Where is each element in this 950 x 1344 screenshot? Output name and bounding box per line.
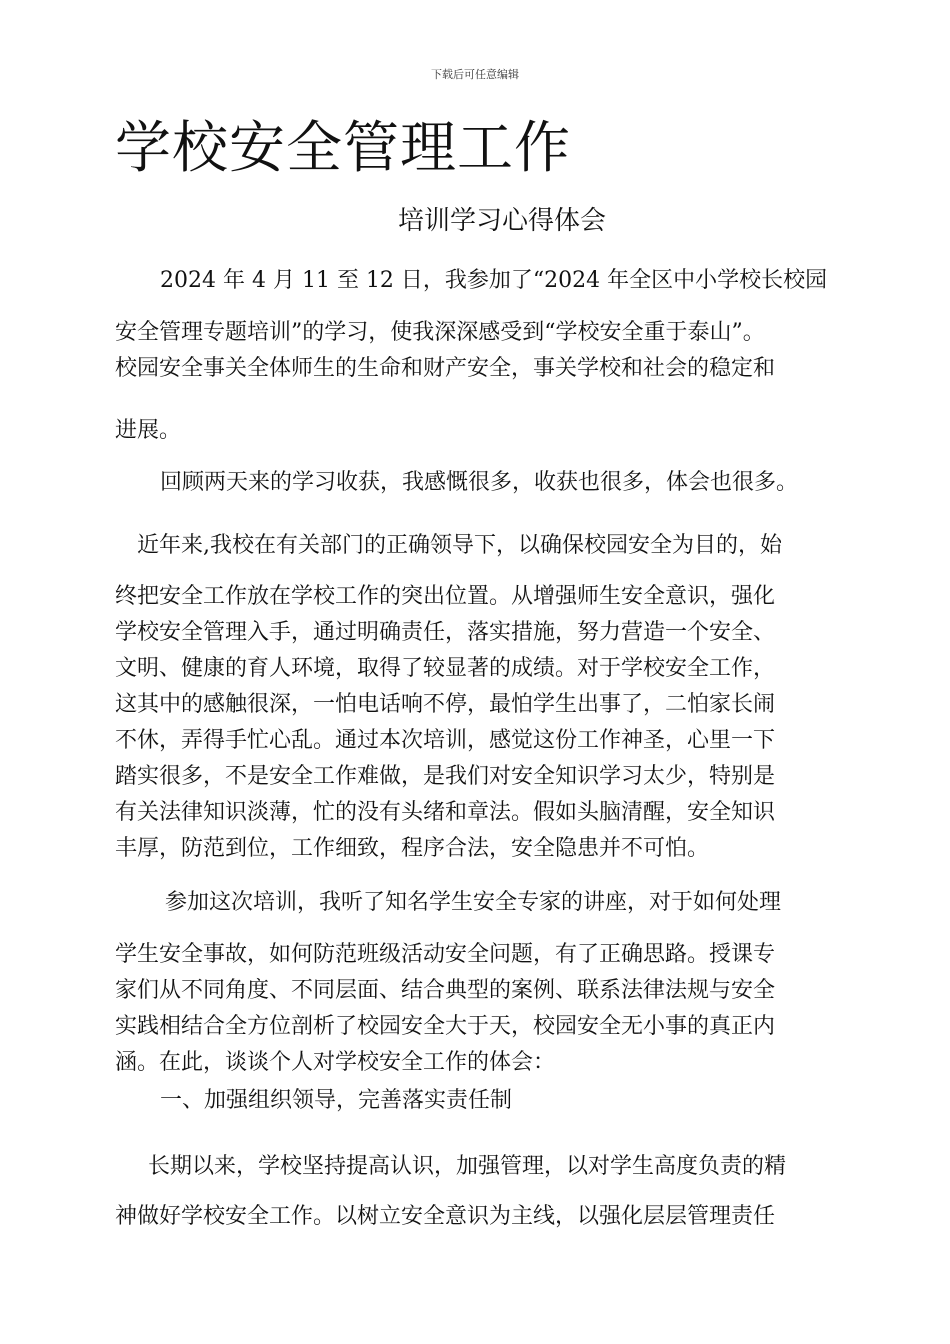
paragraph-line: 家们从不同角度、不同层面、结合典型的案例、联系法律法规与安全: [115, 978, 776, 1003]
paragraph-line: 文明、健康的育人环境，取得了较显著的成绩。对于学校安全工作，: [115, 656, 776, 681]
paragraph-line: 学校安全管理入手，通过明确责任，落实措施，努力营造一个安全、: [115, 620, 776, 645]
paragraph-line: 进展。: [115, 418, 182, 443]
document-subtitle: 培训学习心得体会: [398, 206, 607, 236]
header-note: 下载后可任意编辑: [431, 68, 519, 81]
paragraph-line: 踏实很多，不是安全工作难做，是我们对安全知识学习太少，特别是: [115, 764, 776, 789]
document-title: 学校安全管理工作: [115, 116, 571, 181]
paragraph-line: 学生安全事故，如何防范班级活动安全问题，有了正确思路。授课专: [115, 942, 776, 967]
paragraph-line: 2024 年 4 月 11 至 12 日，我参加了“2024 年全区中小学校长校园: [160, 268, 828, 293]
paragraph-line: 神做好学校安全工作。以树立安全意识为主线，以强化层层管理责任: [115, 1204, 776, 1229]
section-heading: 一、加强组织领导，完善落实责任制: [160, 1088, 513, 1113]
paragraph-line: 长期以来，学校坚持提高认识，加强管理，以对学生高度负责的精: [148, 1154, 787, 1179]
paragraph-line: 安全管理专题培训”的学习，使我深深感受到“学校安全重于泰山”。: [115, 320, 765, 345]
paragraph-line: 实践相结合全方位剖析了校园安全大于天，校园安全无小事的真正内: [115, 1014, 776, 1039]
paragraph-line: 近年来,我校在有关部门的正确领导下，以确保校园安全为目的，始: [137, 533, 782, 558]
paragraph-line: 这其中的感触很深，一怕电话响不停，最怕学生出事了，二怕家长闹: [115, 692, 776, 717]
paragraph-line: 校园安全事关全体师生的生命和财产安全，事关学校和社会的稳定和: [115, 356, 776, 381]
paragraph-line: 回顾两天来的学习收获，我感慨很多，收获也很多，体会也很多。: [160, 470, 799, 495]
paragraph-line: 终把安全工作放在学校工作的突出位置。从增强师生安全意识，强化: [115, 584, 776, 609]
paragraph-line: 涵。在此，谈谈个人对学校安全工作的体会：: [115, 1050, 556, 1075]
paragraph-line: 参加这次培训，我听了知名学生安全专家的讲座，对于如何处理: [165, 890, 782, 915]
paragraph-line: 不休，弄得手忙心乱。通过本次培训，感觉这份工作神圣，心里一下: [115, 728, 776, 753]
paragraph-line: 丰厚，防范到位，工作细致，程序合法，安全隐患并不可怕。: [115, 836, 710, 861]
paragraph-line: 有关法律知识淡薄，忙的没有头绪和章法。假如头脑清醒，安全知识: [115, 800, 776, 825]
